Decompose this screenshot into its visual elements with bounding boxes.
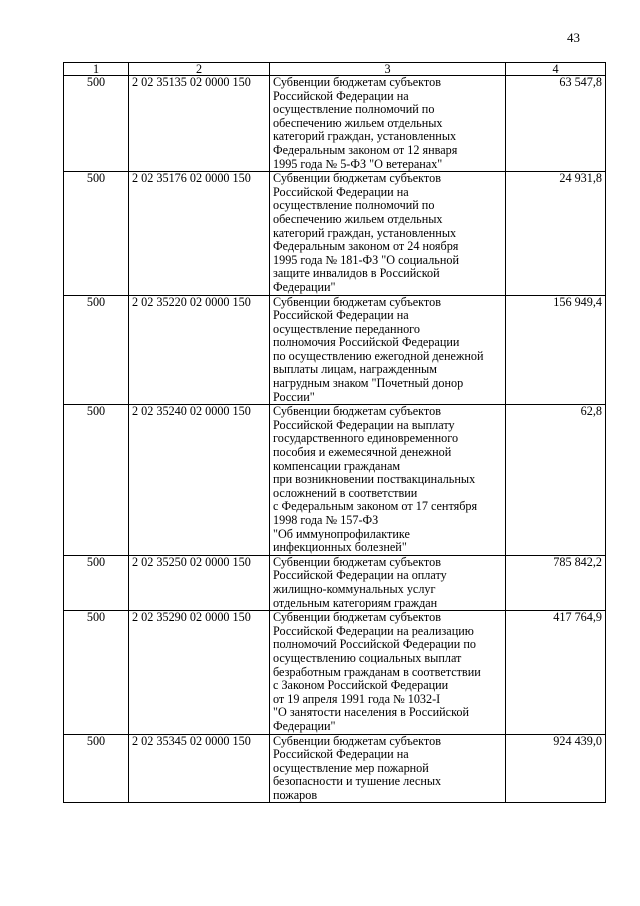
revenue-code-cell: 2 02 35220 02 0000 150 (129, 295, 270, 405)
admin-code-cell: 500 (64, 295, 129, 405)
revenue-name-cell: Субвенции бюджетам субъектов Российской Федерации на осуществление полномочий по обеспечению жильем отдельных категорий граждан, установленных Федеральным законом от 24 ноября 1995 года № 181-ФЗ "О социальной защите инвалидов в Российской Федерации" (270, 172, 506, 295)
table-row (64, 76, 606, 172)
amount-cell: 924 439,0 (506, 734, 606, 803)
table-row (64, 555, 606, 610)
amount-cell: 24 931,8 (506, 172, 606, 295)
revenue-name-cell: Субвенции бюджетам субъектов Российской Федерации на осуществление полномочий по обеспечению жильем отдельных категорий граждан, установленных Федеральным законом от 12 января 1995 года № 5-ФЗ "О ветеранах" (270, 76, 506, 172)
revenue-code-cell: 2 02 35345 02 0000 150 (129, 734, 270, 803)
revenue-name-cell: Субвенции бюджетам субъектов Российской Федерации на осуществление переданного полномочия Российской Федерации по осуществлению ежегодной денежной выплаты лицам, награжденным нагрудным знаком "Почетный донор России" (270, 295, 506, 405)
budget-revenue-table (63, 62, 606, 803)
column-header-3: 3 (270, 63, 506, 76)
admin-code-cell: 500 (64, 555, 129, 610)
revenue-code-cell: 2 02 35135 02 0000 150 (129, 76, 270, 172)
table-row (64, 405, 606, 556)
column-header-2: 2 (129, 63, 270, 76)
column-header-1: 1 (64, 63, 129, 76)
amount-cell: 785 842,2 (506, 555, 606, 610)
table-header-row (64, 63, 606, 76)
admin-code-cell: 500 (64, 76, 129, 172)
amount-cell: 62,8 (506, 405, 606, 556)
revenue-name-cell: Субвенции бюджетам субъектов Российской Федерации на осуществление мер пожарной безопасности и тушение лесных пожаров (270, 734, 506, 803)
amount-cell: 63 547,8 (506, 76, 606, 172)
page-number: 43 (567, 30, 580, 45)
revenue-code-cell: 2 02 35290 02 0000 150 (129, 611, 270, 734)
column-header-4: 4 (506, 63, 606, 76)
revenue-code-cell: 2 02 35240 02 0000 150 (129, 405, 270, 556)
admin-code-cell: 500 (64, 405, 129, 556)
revenue-name-cell: Субвенции бюджетам субъектов Российской Федерации на выплату государственного единовременного пособия и ежемесячной денежной компенсации гражданам при возникновении поствакцинальных осложнений в соответствии с Федеральным законом от 17 сентября 1998 года № 157-ФЗ "Об иммунопрофилактике инфекционных болезней" (270, 405, 506, 556)
table-row (64, 734, 606, 803)
amount-cell: 156 949,4 (506, 295, 606, 405)
amount-cell: 417 764,9 (506, 611, 606, 734)
revenue-code-cell: 2 02 35176 02 0000 150 (129, 172, 270, 295)
admin-code-cell: 500 (64, 172, 129, 295)
admin-code-cell: 500 (64, 611, 129, 734)
admin-code-cell: 500 (64, 734, 129, 803)
revenue-name-cell: Субвенции бюджетам субъектов Российской Федерации на оплату жилищно-коммунальных услуг отдельным категориям граждан (270, 555, 506, 610)
revenue-code-cell: 2 02 35250 02 0000 150 (129, 555, 270, 610)
table-row (64, 172, 606, 295)
revenue-name-cell: Субвенции бюджетам субъектов Российской Федерации на реализацию полномочий Российской Федерации по осуществлению социальных выплат безработным гражданам в соответствии с Законом Российской Федерации от 19 апреля 1991 года № 1032-I "О занятости населения в Российской Федерации" (270, 611, 506, 734)
table-row (64, 295, 606, 405)
table-row (64, 611, 606, 734)
